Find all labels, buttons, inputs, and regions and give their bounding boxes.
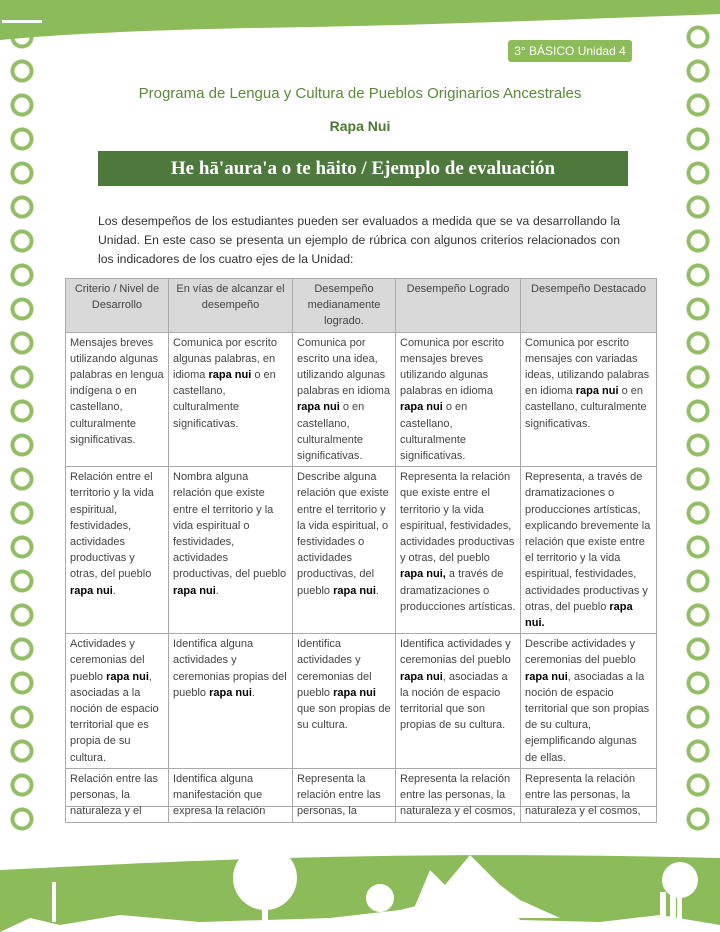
column-header: Desempeño Logrado (396, 279, 521, 333)
cell-text: Describe actividades y ceremonias del pueblo (525, 638, 636, 667)
grade-unit-badge: 3° BÁSICO Unidad 4 (508, 40, 632, 62)
cell-text: Actividades y ceremonias del pueblo (70, 638, 145, 683)
table-cell (396, 467, 521, 634)
left-decorative-border (2, 20, 42, 840)
table-row (66, 467, 657, 634)
cell-text: Representa la relación entre las personas, la (297, 772, 381, 818)
emphasized-text: rapa nui (400, 401, 443, 414)
people-name: Rapa Nui (329, 118, 391, 134)
table-row (66, 768, 657, 822)
table-row (66, 634, 657, 769)
cell-text: Relación entre las personas, la naturaleza y el (70, 772, 159, 818)
program-title: Programa de Lengua y Cultura de Pueblos Originarios Ancestrales (138, 85, 582, 102)
cell-text: Representa la relación entre las personas, la naturaleza y el cosmos, (400, 772, 516, 818)
bottom-landscape-illustration (0, 830, 720, 932)
cell-text: Comunica por escrito mensajes breves utilizando algunas palabras en idioma (400, 336, 504, 398)
right-decorative-border (678, 20, 718, 840)
table-header-row (66, 279, 657, 333)
column-header: Criterio / Nivel de Desarrollo (66, 279, 169, 333)
cell-text: , asociadas a la noción de espacio territorial que es propia de su cultura. (70, 670, 159, 764)
column-header: Desempeño medianamente logrado. (293, 279, 396, 333)
table-cell (66, 634, 169, 769)
cell-text: Identifica actividades y ceremonias del pueblo (400, 638, 511, 667)
cell-text: Representa la relación entre las personas, la naturaleza y el cosmos, (525, 772, 641, 818)
cell-text: . (215, 584, 219, 597)
table-cell (396, 634, 521, 769)
cell-text: Nombra alguna relación que existe entre el territorio y la vida espiritual o festividades, actividades productivas, del pueblo (173, 471, 287, 581)
emphasized-text: rapa nui (208, 369, 252, 382)
emphasized-text: rapa nui (209, 686, 252, 699)
cell-text: o en castellano, culturalmente significativas. (400, 401, 468, 463)
cell-text: Comunica por escrito mensajes con variadas ideas, utilizando palabras en idioma (525, 336, 650, 398)
table-cell (293, 768, 396, 822)
emphasized-text: rapa nui (400, 670, 443, 683)
cell-text: o en castellano, culturalmente significativas. (525, 385, 647, 430)
cell-text: que son propias de su cultura. (297, 703, 391, 732)
table-cell (521, 332, 657, 467)
cell-text: Identifica alguna manifestación que expresa la relación (173, 772, 266, 818)
rubric-table (65, 278, 657, 823)
emphasized-text: rapa nui (525, 670, 568, 683)
cell-text: . (375, 584, 379, 597)
cell-text: Relación entre el territorio y la vida espiritual, festividades, actividades productivas y otras, del pueblo (70, 471, 154, 581)
cell-text: o en castellano, culturalmente significativas. (173, 369, 276, 430)
cell-text: Comunica por escrito algunas palabras, en idioma (173, 336, 277, 382)
table-row (66, 332, 657, 467)
cell-text: , asociadas a la noción de espacio territorial que son propias de su cultura. (400, 670, 508, 732)
table-cell (293, 634, 396, 769)
table-cell (521, 634, 657, 769)
table-cell (66, 467, 169, 634)
emphasized-text: rapa nui, (400, 568, 446, 581)
cell-text: , asociadas a la noción de espacio territorial que son propias de su cultura, ejemplificando algunas de ellas. (525, 670, 650, 764)
table-cell (66, 768, 169, 822)
cell-text: . (112, 584, 116, 597)
emphasized-text: rapa nui (333, 584, 376, 597)
emphasized-text: rapa nui (106, 670, 149, 683)
cell-text: Representa, a través de dramatizaciones o producciones artísticas, explicando brevemente la relación que existe entre el territorio y la vida espiritual, festividades, actividades productivas y otras, del pueblo (525, 471, 651, 613)
cell-text: o en castellano, culturalmente significativas. (297, 401, 365, 463)
emphasized-text: rapa nui (575, 385, 619, 398)
emphasized-text: rapa nui (333, 686, 376, 699)
cell-text: Comunica por escrito una idea, utilizando algunas palabras en idioma (297, 336, 390, 398)
cell-text: a través de dramatizaciones o producciones artísticas. (400, 568, 516, 613)
table-cell (396, 332, 521, 467)
emphasized-text: rapa nui (297, 401, 340, 414)
table-cell (169, 467, 293, 634)
table-cell (521, 768, 657, 822)
table-cell (293, 332, 396, 467)
cell-text: Representa la relación que existe entre el territorio y la vida espiritual, festividades, actividades productivas y otras, del pueblo (400, 471, 515, 565)
cell-text: Describe alguna relación que existe entre el territorio y la vida espiritual, o festividades o actividades productivas, del pueblo (297, 471, 389, 597)
table-cell (521, 467, 657, 634)
column-header: En vías de alcanzar el desempeño (169, 279, 293, 333)
table-cell (66, 332, 169, 467)
emphasized-text: rapa nui (173, 584, 216, 597)
section-title: He hā'aura'a o te hāito / Ejemplo de evaluación (98, 151, 628, 186)
table-cell (169, 332, 293, 467)
table-cell (396, 768, 521, 822)
table-cell (169, 634, 293, 769)
emphasized-text: rapa nui. (525, 600, 633, 630)
cell-text: Mensajes breves utilizando algunas palabras en lengua indígena o en castellano, culturalmente significativas. (70, 336, 164, 446)
cell-text: Identifica alguna actividades y ceremonias propias del pueblo (173, 638, 287, 699)
table-cell (293, 467, 396, 634)
rubric-table-container (65, 278, 657, 818)
intro-paragraph: Los desempeños de los estudiantes pueden ser evaluados a medida que se va desarrollando la Unidad. En este caso se presenta un ejemplo de rúbrica con algunos criterios relacionados con los indicadores de los cuatro ejes de la Unidad: (98, 214, 620, 266)
emphasized-text: rapa nui (70, 584, 113, 597)
cell-text: Identifica actividades y ceremonias del pueblo (297, 638, 372, 699)
column-header: Desempeño Destacado (521, 279, 657, 333)
cell-text: . (251, 686, 255, 699)
table-cell (169, 768, 293, 822)
